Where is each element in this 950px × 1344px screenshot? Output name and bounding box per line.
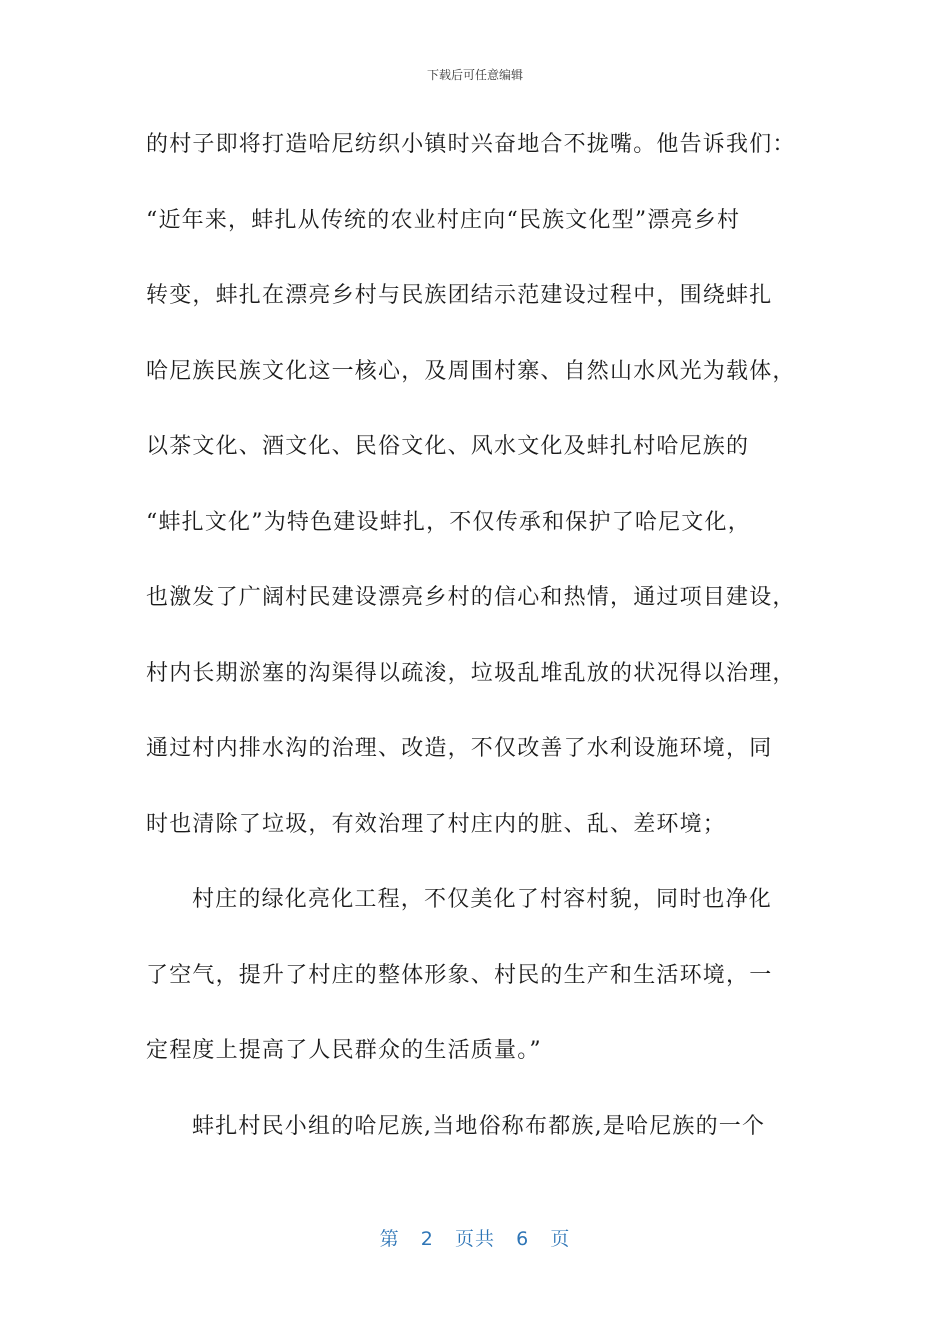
footer-middle: 页共 [454,1228,495,1250]
text-line: 的村子即将打造哈尼纺织小镇时兴奋地合不拢嘴。他告诉我们： [146,132,796,157]
text-line: 村内长期淤塞的沟渠得以疏浚，垃圾乱堆乱放的状况得以治理， [146,660,796,686]
text-line: 通过村内排水沟的治理、改造，不仅改善了水利设施环境，同 [146,736,773,761]
text-line: 定程度上提高了人民群众的生活质量。” [146,1038,542,1063]
total-pages-number: 6 [516,1228,530,1250]
text-line: “蚌扎文化”为特色建设蚌扎，不仅传承和保护了哈尼文化， [146,509,751,535]
current-page-number: 2 [420,1228,434,1250]
footer-prefix: 第 [379,1228,400,1250]
header-note: 下载后可任意编辑 [426,68,523,82]
document-body [146,120,810,1177]
footer-suffix: 页 [550,1228,571,1250]
text-line: 了空气，提升了村庄的整体形象、村民的生产和生活环境，一 [146,962,773,988]
text-line: 也激发了广阔村民建设漂亮乡村的信心和热情，通过项目建设， [146,585,796,610]
text-line: 时也清除了垃圾，有效治理了村庄内的脏、乱、差环境； [146,811,727,837]
text-line: 以茶文化、酒文化、民俗文化、风水文化及蚌扎村哈尼族的 [146,434,750,459]
paragraph-start-line: 蚌扎村民小组的哈尼族,当地俗称布都族,是哈尼族的一个 [192,1113,766,1139]
page-number-footer [0,1224,950,1251]
text-line: 哈尼族民族文化这一核心，及周围村寨、自然山水风光为载体， [146,358,796,384]
text-line: “近年来，蚌扎从传统的农业村庄向“民族文化型”漂亮乡村 [146,207,741,233]
paragraph-start-line: 村庄的绿化亮化工程，不仅美化了村容村貌，同时也净化 [192,887,773,912]
text-line: 转变，蚌扎在漂亮乡村与民族团结示范建设过程中，围绕蚌扎 [146,283,773,308]
